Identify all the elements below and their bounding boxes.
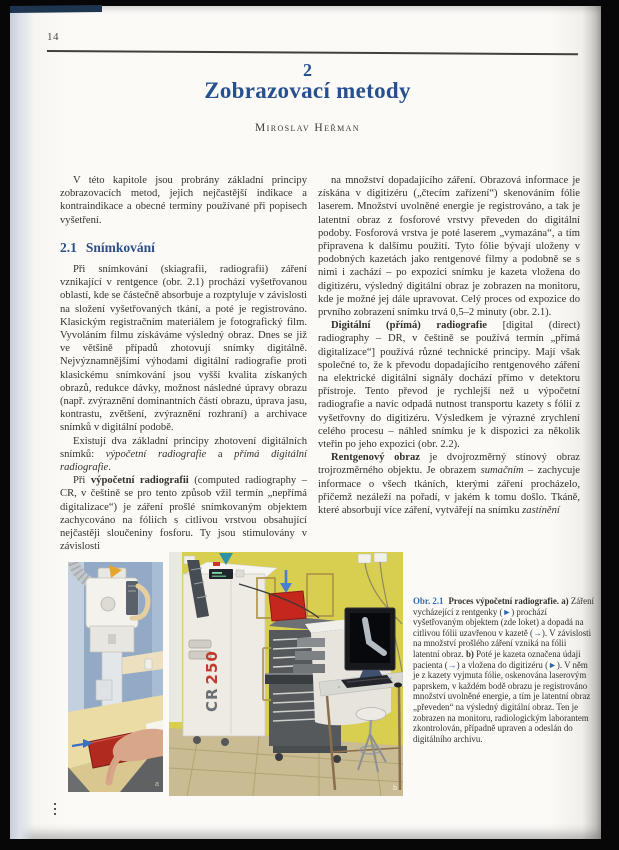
column-right bbox=[318, 174, 580, 517]
author-name: Miroslav Heřman bbox=[255, 122, 360, 134]
header-rule bbox=[47, 50, 578, 55]
paragraph: Při výpočetní radiografii (computed radiography – CR, v češtině se pro tento způsob vžil termín „nepřímá digitalizace“) je záření prošlé snímkovaným objektem zachycováno na fóliích s citlivou vrstvou obsahující nejčastěji sloučeniny fosforu. Ty jsou stimulovány v závislosti bbox=[60, 475, 308, 553]
xray-tube-head bbox=[86, 568, 138, 652]
book-cover-edge bbox=[10, 5, 102, 13]
page-gutter-shadow bbox=[10, 6, 34, 839]
light-switch bbox=[145, 659, 152, 669]
paragraph: Rentgenový obraz je dvojrozměrný stínový obraz trojrozměrného objektu. Je obrazem sumačním – zachycuje informace o všech tkáních, kterými záření procházelo, přičemž nezáleží na pořadí, v jakém k tomu došlo. Tkáně, které absorbují více záření, vytvářejí na snímku zastínění bbox=[318, 452, 580, 517]
side-wall bbox=[169, 552, 182, 722]
photo-a-label: a bbox=[155, 781, 159, 788]
brand-logo bbox=[213, 562, 220, 566]
chapter-number: 2 bbox=[303, 60, 312, 80]
mouse bbox=[394, 683, 402, 688]
section-number: 2.1 bbox=[60, 239, 77, 255]
paragraph: Existují dva základní principy zhotovení digitálních snímků: výpočetní radiografie a přímá digitální radiografie. bbox=[60, 435, 308, 474]
monitor bbox=[345, 608, 395, 679]
column-left bbox=[60, 174, 307, 553]
figure-photo-a-xray-room bbox=[68, 562, 163, 792]
paragraph: Digitální (přímá) radiografie [digital (direct) radiography – DR, v češtině se používá termín „přímá digitalizace“] používá různé technické principy. Mají však společné to, že k převodu dopadajícího rentgenového záření na elektrické digitální signály dochází přímo v detektoru přístroje. Tento převod je rychlejší než u výpočetní radiografie a navíc odpadá nutnost transportu kazety s fólií z vyšetřovny do digitizéru. Výsledkem je výrazné zrychlení celého procesu – náhled snímku je k dispozici za několik vteřin po jeho expozici (obr. 2.2). bbox=[318, 320, 580, 451]
paragraph-intro: V této kapitole jsou probrány základní principy zobrazovacích metod, jejich nejčastější indikace a kontraindikace a obecné termíny používané při popisech vyšetření. bbox=[60, 175, 307, 226]
chapter-title: Zobrazovací metody bbox=[204, 78, 411, 103]
machine-model-label: CR250 bbox=[203, 650, 221, 712]
page-number: 14 bbox=[47, 31, 59, 43]
book-page bbox=[10, 6, 601, 839]
photo-b-label: b bbox=[393, 783, 398, 792]
section-heading bbox=[60, 241, 307, 254]
display-panel bbox=[209, 569, 233, 579]
figure-caption: Obr. 2.1 Proces výpočetní radiografie. a) Záření vycházející z rentgenky (►) prochází vyšetřovaným objektem (zde loket) a dopadá na citlivou fólii uzavřenou v kazetě (→). V závislosti na množství prošlého záření vzniká na fólii latentní obraz. b) Poté je kazeta označena údaji pacienta (→) a vložena do digitizéru (►). V něm je z kazety vyjmuta fólie, oskenována laserovým paprskem, v každém bodě obrazu je registrováno množství uvolněné energie, a tím je latentní obraz „převeden“ na výsledný digitální obraz. Ten je zobrazen na monitoru, radiologickým laborantem zkontrolován, případně upraven a odeslán do digitálního archivu. bbox=[413, 596, 595, 744]
printers-mark bbox=[54, 803, 56, 815]
paragraph: Při snímkování (skiagrafii, radiografii) záření vznikající v rentgence (obr. 2.1) prochází vyšetřovanou oblastí, kde se částečně absorbuje a rozptyluje v závislosti na složení vyšetřovaných tkání, a poté je registrováno. Klasickým registračním materiálem je fotografický film. Vyvoláním filmu získáváme výsledný obraz. Dnes se již ve většině případů zhotovují snímky digitálně. Nejvýznamnějšími výhodami digitální radiografie proti klasickému snímkování jsou vyšší kvalita získaných obrazů, redukce dávky, možnost následné úpravy obrazu (např. zvýraznění dominantních částí obrazu, úprava jasu, kontrastu, zvětšení, zvýraznění rozhraní) a archivace snímků v digitální podobě. bbox=[60, 264, 307, 434]
section-title: Snímkování bbox=[85, 239, 155, 255]
paragraph: na množství dopadajícího záření. Obrazová informace je získána v digitizéru („čtecím zařízení“) skenováním fólie laserem. Množství uvolněné energie je registrováno, a tak je latentní obraz z fosforové vrstvy převeden do digitální podoby. Fosforová vrstva je poté laserem „vymazána“, a tím připravena k dalšímu použití. Tyto fólie bývají uloženy v podobných kazetách jako rentgenové filmy a podobně se s nimi i zachází – po expozici snímku je kazeta vložena do digitizéru, výsledný digitální obraz je zobrazen na monitoru, kde je možné jej dále upravovat. Celý proces od expozice do prvního zobrazení snímku trvá 0,5–2 minuty (obr. 2.1). bbox=[318, 175, 580, 319]
handle-recess bbox=[189, 640, 211, 648]
figure-photo-b-digitizer-room bbox=[169, 552, 403, 796]
